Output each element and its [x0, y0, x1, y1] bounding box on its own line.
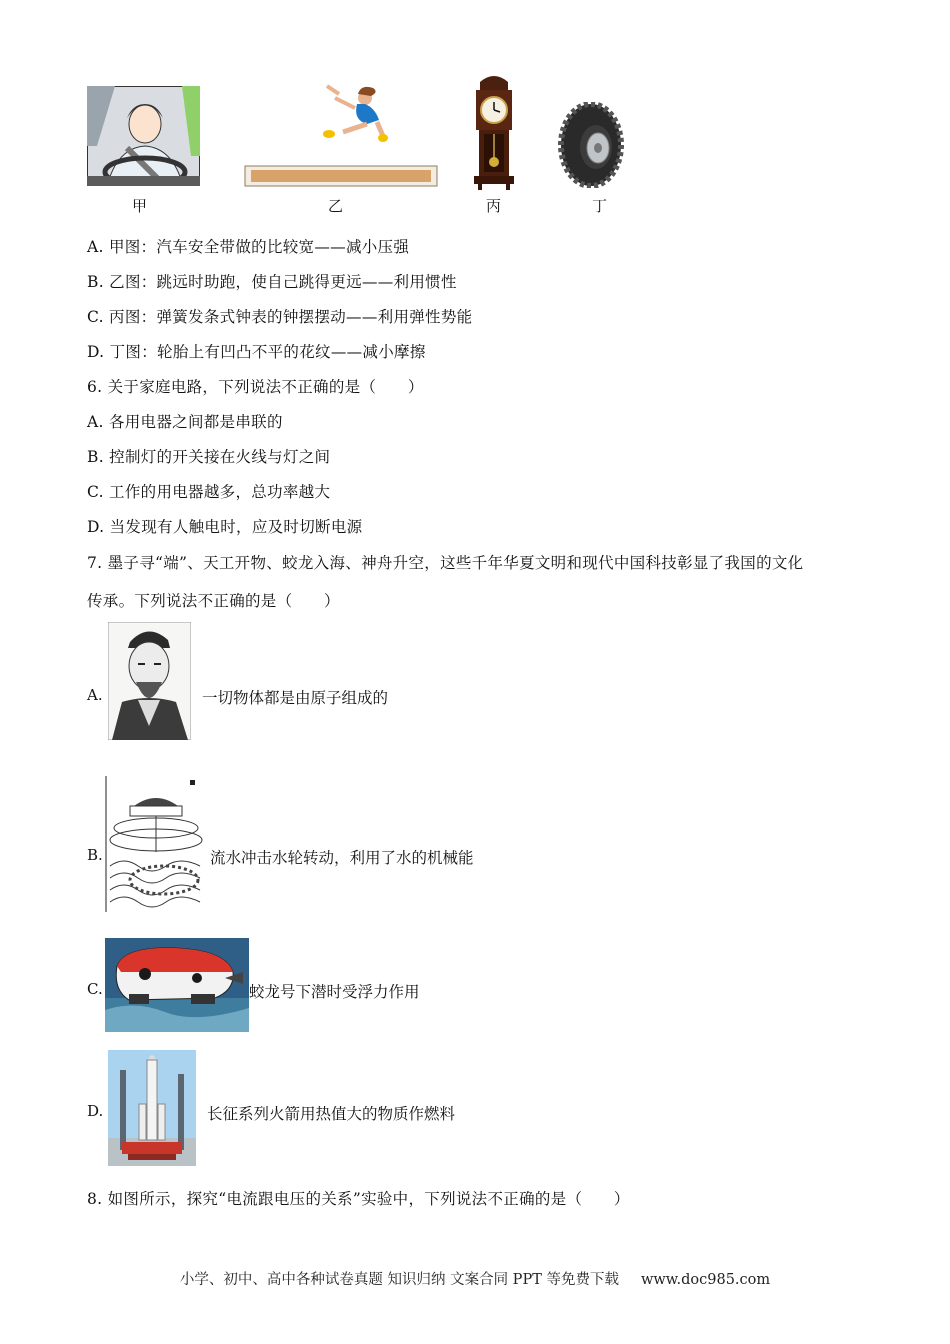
q6-option-b: B. 控制灯的开关接在火线与灯之间: [87, 448, 331, 466]
page-footer: [0, 1268, 950, 1289]
q7-option-a-mozi-portrait: [108, 622, 191, 740]
q7-option-b-water-wheel: [104, 776, 204, 912]
q7-option-d-letter: D.: [87, 1102, 104, 1120]
q7-stem-line1: 7. 墨子寻“端”、天工开物、蛟龙入海、神舟升空，这些千年华夏文明和现代中国科技彰显了我国的文化: [87, 554, 804, 572]
q7-option-b-letter: B.: [87, 846, 103, 864]
q7-option-a-text: 一切物体都是由原子组成的: [202, 689, 389, 707]
q7-option-d-text: 长征系列火箭用热值大的物质作燃料: [207, 1105, 456, 1123]
q7-option-c-text: 蛟龙号下潜时受浮力作用: [249, 983, 420, 1001]
q5-option-d: D. 丁图：轮胎上有凹凸不平的花纹——减小摩擦: [87, 343, 426, 361]
footer-url[interactable]: www.doc985.com: [640, 1272, 771, 1288]
figure-bing-pendulum-clock: [470, 72, 518, 190]
q6-option-c: C. 工作的用电器越多，总功率越大: [87, 483, 331, 501]
q6-option-a: A. 各用电器之间都是串联的: [87, 413, 283, 431]
footer-text: 小学、初中、高中各种试卷真题 知识归纳 文案合同 PPT 等免费下载: [179, 1272, 619, 1288]
q5-option-a: A. 甲图：汽车安全带做的比较宽——减小压强: [87, 238, 410, 256]
figure-jia-driver-seatbelt: [87, 86, 200, 186]
caption-ding: 丁: [592, 197, 608, 215]
q7-option-b-text: 流水冲击水轮转动，利用了水的机械能: [210, 849, 474, 867]
caption-yi: 乙: [328, 197, 344, 215]
q7-option-c-letter: C.: [87, 980, 103, 998]
q5-option-c: C. 丙图：弹簧发条式钟表的钟摆摆动——利用弹性势能: [87, 308, 473, 326]
q8-stem: 8. 如图所示，探究“电流跟电压的关系”实验中，下列说法不正确的是（ ）: [87, 1190, 630, 1208]
q7-option-d-long-march-rocket: [108, 1050, 196, 1166]
q5-option-b: B. 乙图：跳远时助跑，使自己跳得更远——利用惯性: [87, 273, 457, 291]
q6-option-d: D. 当发现有人触电时，应及时切断电源: [87, 518, 363, 536]
q7-stem-line2: 传承。下列说法不正确的是（ ）: [87, 592, 340, 610]
caption-jia: 甲: [132, 197, 148, 215]
q7-option-c-jiaolong-submersible: [105, 938, 249, 1032]
figure-ding-tire: [558, 102, 624, 188]
caption-bing: 丙: [486, 197, 502, 215]
q7-option-a-letter: A.: [87, 686, 103, 704]
figure-yi-long-jump: [243, 80, 438, 190]
q6-stem: 6. 关于家庭电路，下列说法不正确的是（ ）: [87, 378, 424, 396]
